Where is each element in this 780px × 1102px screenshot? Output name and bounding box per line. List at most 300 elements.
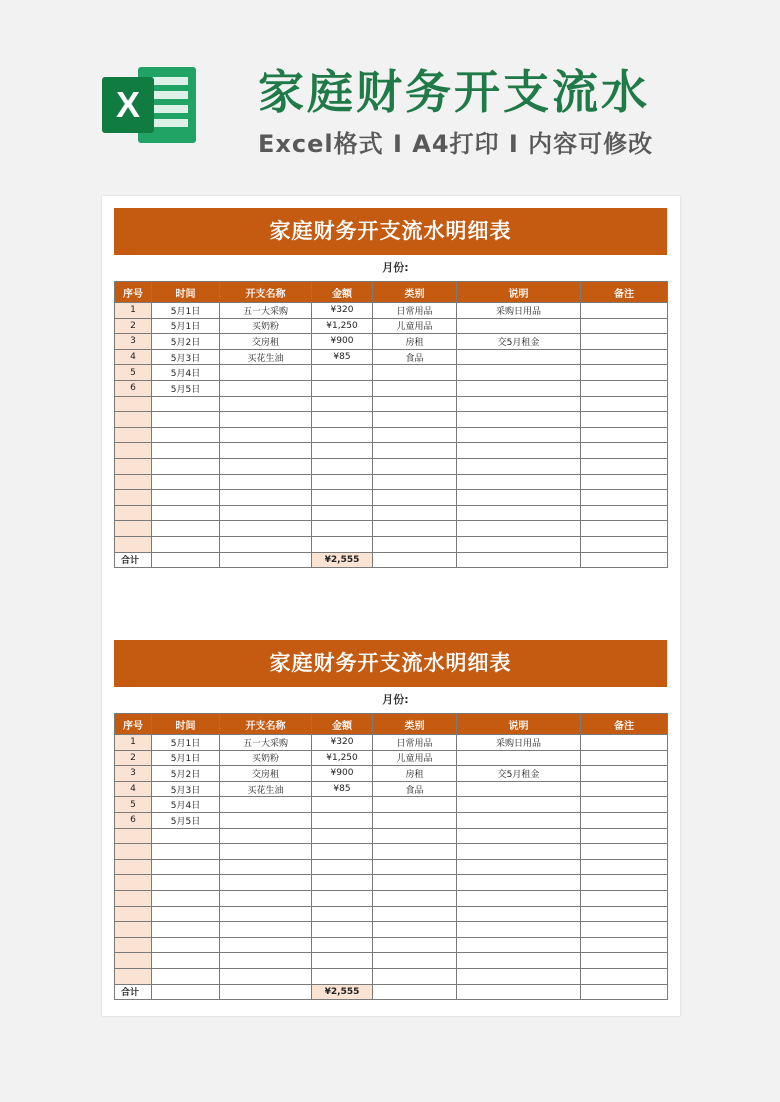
col-note-cell[interactable] xyxy=(457,797,581,813)
col-amount-cell[interactable] xyxy=(312,797,373,813)
col-item-cell[interactable] xyxy=(220,396,312,412)
col-amount-cell[interactable] xyxy=(312,443,373,459)
col-index-cell[interactable] xyxy=(115,458,152,474)
col-amount-cell[interactable] xyxy=(312,380,373,396)
col-remark-cell[interactable] xyxy=(581,750,668,766)
total-row xyxy=(115,552,668,568)
col-date-header: 时间 xyxy=(152,282,220,303)
col-date-cell[interactable] xyxy=(152,953,220,969)
col-date-cell[interactable] xyxy=(152,937,220,953)
col-note-header: 说明 xyxy=(457,282,581,303)
col-remark-header: 备注 xyxy=(581,714,668,735)
col-note-cell[interactable] xyxy=(457,953,581,969)
col-item-cell[interactable] xyxy=(220,474,312,490)
table-row xyxy=(115,968,668,984)
col-remark-cell[interactable] xyxy=(581,766,668,782)
col-category-cell[interactable]: 儿童用品 xyxy=(373,318,457,334)
col-note-cell[interactable] xyxy=(457,349,581,365)
excel-logo-icon xyxy=(100,55,200,155)
col-date-cell[interactable]: 5月1日 xyxy=(152,750,220,766)
col-item-cell[interactable] xyxy=(220,937,312,953)
sheet-title: 家庭财务开支流水明细表 xyxy=(114,640,667,687)
total-amount[interactable]: ¥2,555 xyxy=(312,984,373,1000)
col-item-cell[interactable] xyxy=(220,828,312,844)
table-row xyxy=(115,890,668,906)
col-item-cell[interactable]: 买花生油 xyxy=(220,781,312,797)
col-amount-cell[interactable] xyxy=(312,922,373,938)
col-index-cell[interactable]: 5 xyxy=(115,365,152,381)
col-remark-cell[interactable] xyxy=(581,474,668,490)
col-amount-cell[interactable] xyxy=(312,828,373,844)
col-item-cell[interactable] xyxy=(220,521,312,537)
col-date-cell[interactable]: 5月1日 xyxy=(152,318,220,334)
col-item-cell[interactable] xyxy=(220,906,312,922)
col-date-cell[interactable] xyxy=(152,859,220,875)
col-remark-cell[interactable] xyxy=(581,318,668,334)
col-item-header: 开支名称 xyxy=(220,282,312,303)
col-category-cell[interactable]: 房租 xyxy=(373,334,457,350)
col-remark-cell[interactable] xyxy=(581,890,668,906)
col-date-cell[interactable]: 5月3日 xyxy=(152,781,220,797)
total-row xyxy=(115,984,668,1000)
col-index-cell[interactable] xyxy=(115,937,152,953)
col-category-cell[interactable] xyxy=(373,552,457,568)
col-index-cell[interactable] xyxy=(115,521,152,537)
col-date-cell[interactable] xyxy=(152,968,220,984)
col-index-cell[interactable] xyxy=(115,490,152,506)
col-date-cell[interactable]: 5月4日 xyxy=(152,797,220,813)
month-label: 月份: xyxy=(382,261,409,274)
col-amount-cell[interactable] xyxy=(312,953,373,969)
table-row xyxy=(115,922,668,938)
col-remark-cell[interactable] xyxy=(581,735,668,751)
col-date-cell[interactable] xyxy=(152,474,220,490)
table-row xyxy=(115,828,668,844)
col-item-cell[interactable] xyxy=(220,412,312,428)
col-category-cell[interactable] xyxy=(373,859,457,875)
table-row xyxy=(115,750,668,766)
table-row xyxy=(115,797,668,813)
col-category-cell[interactable]: 房租 xyxy=(373,766,457,782)
col-amount-cell[interactable] xyxy=(312,505,373,521)
total-amount[interactable]: ¥2,555 xyxy=(312,552,373,568)
table-row xyxy=(115,380,668,396)
col-date-cell[interactable]: 5月3日 xyxy=(152,349,220,365)
col-index-cell[interactable]: 1 xyxy=(115,303,152,319)
col-item-cell[interactable] xyxy=(220,890,312,906)
col-amount-cell[interactable] xyxy=(312,890,373,906)
col-amount-header: 金额 xyxy=(312,282,373,303)
col-index-cell[interactable] xyxy=(115,968,152,984)
col-remark-cell[interactable] xyxy=(581,844,668,860)
col-category-cell[interactable]: 食品 xyxy=(373,349,457,365)
col-category-cell[interactable]: 食品 xyxy=(373,781,457,797)
col-remark-cell[interactable] xyxy=(581,937,668,953)
page-subtitle: Excel格式 I A4打印 I 内容可修改 xyxy=(258,130,654,158)
table-row xyxy=(115,521,668,537)
col-category-cell[interactable] xyxy=(373,968,457,984)
col-item-cell[interactable] xyxy=(220,505,312,521)
col-item-cell[interactable] xyxy=(220,427,312,443)
col-note-cell[interactable] xyxy=(457,890,581,906)
table-row xyxy=(115,536,668,552)
col-note-cell[interactable] xyxy=(457,412,581,428)
col-index-cell[interactable]: 3 xyxy=(115,766,152,782)
col-date-cell[interactable] xyxy=(152,443,220,459)
col-category-cell[interactable] xyxy=(373,984,457,1000)
col-index-cell[interactable]: 5 xyxy=(115,797,152,813)
table-row xyxy=(115,505,668,521)
col-category-cell[interactable] xyxy=(373,443,457,459)
col-remark-cell[interactable] xyxy=(581,536,668,552)
col-remark-cell[interactable] xyxy=(581,953,668,969)
col-amount-cell[interactable] xyxy=(312,521,373,537)
col-date-cell[interactable]: 5月2日 xyxy=(152,766,220,782)
col-remark-cell[interactable] xyxy=(581,443,668,459)
col-index-header: 序号 xyxy=(115,714,152,735)
col-amount-cell[interactable]: ¥85 xyxy=(312,781,373,797)
table-row xyxy=(115,735,668,751)
col-amount-cell[interactable] xyxy=(312,365,373,381)
col-item-cell[interactable]: 买奶粉 xyxy=(220,318,312,334)
table-row xyxy=(115,396,668,412)
table-row xyxy=(115,812,668,828)
col-remark-cell[interactable] xyxy=(581,812,668,828)
col-item-cell[interactable] xyxy=(220,922,312,938)
col-amount-header: 金额 xyxy=(312,714,373,735)
table-row xyxy=(115,875,668,891)
table-row xyxy=(115,490,668,506)
col-category-cell[interactable]: 日常用品 xyxy=(373,735,457,751)
col-item-cell[interactable] xyxy=(220,968,312,984)
table-row xyxy=(115,349,668,365)
col-remark-cell[interactable] xyxy=(581,984,668,1000)
col-remark-cell[interactable] xyxy=(581,968,668,984)
total-label[interactable]: 合计 xyxy=(115,984,152,1000)
table-row xyxy=(115,412,668,428)
col-item-cell[interactable] xyxy=(220,797,312,813)
col-date-cell[interactable] xyxy=(152,427,220,443)
col-note-cell[interactable] xyxy=(457,750,581,766)
col-index-cell[interactable] xyxy=(115,427,152,443)
col-index-cell[interactable] xyxy=(115,396,152,412)
col-item-cell[interactable]: 买花生油 xyxy=(220,349,312,365)
col-category-cell[interactable] xyxy=(373,396,457,412)
col-index-cell[interactable] xyxy=(115,443,152,459)
col-date-cell[interactable] xyxy=(152,890,220,906)
col-item-cell[interactable] xyxy=(220,953,312,969)
col-amount-cell[interactable]: ¥900 xyxy=(312,766,373,782)
col-remark-cell[interactable] xyxy=(581,380,668,396)
col-category-cell[interactable] xyxy=(373,937,457,953)
table-row xyxy=(115,937,668,953)
logo-letter: X xyxy=(115,84,141,125)
col-note-cell[interactable] xyxy=(457,427,581,443)
col-category-cell[interactable] xyxy=(373,828,457,844)
header-row xyxy=(115,282,668,303)
col-remark-cell[interactable] xyxy=(581,797,668,813)
col-date-cell[interactable] xyxy=(152,984,220,1000)
col-remark-cell[interactable] xyxy=(581,412,668,428)
col-category-cell[interactable] xyxy=(373,812,457,828)
col-category-cell[interactable] xyxy=(373,380,457,396)
col-note-cell[interactable] xyxy=(457,844,581,860)
col-note-cell[interactable] xyxy=(457,552,581,568)
col-date-cell[interactable] xyxy=(152,521,220,537)
col-index-cell[interactable] xyxy=(115,536,152,552)
col-note-cell[interactable] xyxy=(457,443,581,459)
col-index-cell[interactable] xyxy=(115,828,152,844)
ledger-table xyxy=(114,713,668,1000)
total-label[interactable]: 合计 xyxy=(115,552,152,568)
col-item-cell[interactable]: 买奶粉 xyxy=(220,750,312,766)
col-amount-cell[interactable] xyxy=(312,859,373,875)
col-date-cell[interactable] xyxy=(152,875,220,891)
col-remark-cell[interactable] xyxy=(581,427,668,443)
spreadsheet-page xyxy=(102,196,680,1016)
col-note-cell[interactable] xyxy=(457,828,581,844)
table-row xyxy=(115,443,668,459)
col-item-cell[interactable]: 交房租 xyxy=(220,766,312,782)
col-amount-cell[interactable]: ¥1,250 xyxy=(312,318,373,334)
ledger-block-1 xyxy=(114,208,667,568)
col-item-cell[interactable] xyxy=(220,458,312,474)
col-amount-cell[interactable] xyxy=(312,474,373,490)
col-note-cell[interactable] xyxy=(457,859,581,875)
col-amount-cell[interactable] xyxy=(312,875,373,891)
col-index-cell[interactable] xyxy=(115,906,152,922)
col-date-cell[interactable] xyxy=(152,536,220,552)
col-date-cell[interactable] xyxy=(152,458,220,474)
col-item-cell[interactable] xyxy=(220,844,312,860)
col-item-cell[interactable] xyxy=(220,552,312,568)
col-amount-cell[interactable] xyxy=(312,490,373,506)
col-category-cell[interactable]: 日常用品 xyxy=(373,303,457,319)
ledger-block-2 xyxy=(114,640,667,1000)
col-note-cell[interactable] xyxy=(457,490,581,506)
table-row xyxy=(115,458,668,474)
col-category-cell[interactable] xyxy=(373,427,457,443)
col-item-cell[interactable] xyxy=(220,365,312,381)
col-amount-cell[interactable]: ¥1,250 xyxy=(312,750,373,766)
col-item-cell[interactable] xyxy=(220,812,312,828)
col-date-cell[interactable] xyxy=(152,844,220,860)
col-date-cell[interactable] xyxy=(152,490,220,506)
col-item-cell[interactable] xyxy=(220,984,312,1000)
col-note-cell[interactable] xyxy=(457,536,581,552)
col-date-cell[interactable]: 5月1日 xyxy=(152,303,220,319)
col-note-cell[interactable] xyxy=(457,937,581,953)
col-category-cell[interactable] xyxy=(373,412,457,428)
table-row xyxy=(115,427,668,443)
col-index-cell[interactable] xyxy=(115,505,152,521)
col-amount-cell[interactable] xyxy=(312,906,373,922)
col-date-cell[interactable] xyxy=(152,396,220,412)
col-index-cell[interactable]: 4 xyxy=(115,349,152,365)
col-index-cell[interactable] xyxy=(115,844,152,860)
col-category-cell[interactable] xyxy=(373,906,457,922)
col-note-cell[interactable] xyxy=(457,922,581,938)
table-row xyxy=(115,859,668,875)
col-amount-cell[interactable]: ¥85 xyxy=(312,349,373,365)
col-remark-cell[interactable] xyxy=(581,303,668,319)
col-note-cell[interactable] xyxy=(457,781,581,797)
col-date-cell[interactable] xyxy=(152,828,220,844)
col-index-cell[interactable]: 6 xyxy=(115,380,152,396)
col-note-cell[interactable]: 交5月租金 xyxy=(457,334,581,350)
col-category-cell[interactable] xyxy=(373,536,457,552)
col-note-cell[interactable]: 交5月租金 xyxy=(457,766,581,782)
col-note-cell[interactable] xyxy=(457,505,581,521)
col-remark-cell[interactable] xyxy=(581,458,668,474)
col-index-cell[interactable]: 3 xyxy=(115,334,152,350)
col-index-cell[interactable] xyxy=(115,890,152,906)
col-remark-cell[interactable] xyxy=(581,875,668,891)
col-category-cell[interactable] xyxy=(373,844,457,860)
col-date-cell[interactable] xyxy=(152,552,220,568)
col-category-header: 类别 xyxy=(373,282,457,303)
col-remark-cell[interactable] xyxy=(581,334,668,350)
col-note-header: 说明 xyxy=(457,714,581,735)
col-remark-cell[interactable] xyxy=(581,521,668,537)
col-index-cell[interactable]: 4 xyxy=(115,781,152,797)
col-note-cell[interactable] xyxy=(457,396,581,412)
col-category-header: 类别 xyxy=(373,714,457,735)
col-category-cell[interactable] xyxy=(373,953,457,969)
col-category-cell[interactable] xyxy=(373,505,457,521)
table-row xyxy=(115,303,668,319)
col-amount-cell[interactable] xyxy=(312,536,373,552)
col-amount-cell[interactable] xyxy=(312,427,373,443)
col-note-cell[interactable] xyxy=(457,906,581,922)
col-category-cell[interactable] xyxy=(373,458,457,474)
sheet-title: 家庭财务开支流水明细表 xyxy=(114,208,667,255)
col-note-cell[interactable] xyxy=(457,521,581,537)
col-note-cell[interactable] xyxy=(457,318,581,334)
col-remark-cell[interactable] xyxy=(581,396,668,412)
ledger-table xyxy=(114,281,668,568)
col-remark-header: 备注 xyxy=(581,282,668,303)
month-label: 月份: xyxy=(382,693,409,706)
col-item-cell[interactable] xyxy=(220,443,312,459)
col-remark-cell[interactable] xyxy=(581,365,668,381)
col-date-cell[interactable]: 5月1日 xyxy=(152,735,220,751)
page-title: 家庭财务开支流水 xyxy=(258,65,650,119)
col-remark-cell[interactable] xyxy=(581,490,668,506)
col-item-cell[interactable] xyxy=(220,536,312,552)
col-note-cell[interactable] xyxy=(457,812,581,828)
col-date-cell[interactable] xyxy=(152,412,220,428)
col-item-cell[interactable]: 五一大采购 xyxy=(220,303,312,319)
col-index-cell[interactable] xyxy=(115,953,152,969)
col-item-cell[interactable] xyxy=(220,859,312,875)
table-row xyxy=(115,365,668,381)
col-item-cell[interactable]: 交房租 xyxy=(220,334,312,350)
col-category-cell[interactable] xyxy=(373,797,457,813)
col-amount-cell[interactable]: ¥320 xyxy=(312,735,373,751)
header-row xyxy=(115,714,668,735)
col-date-cell[interactable] xyxy=(152,922,220,938)
col-category-cell[interactable]: 儿童用品 xyxy=(373,750,457,766)
col-item-cell[interactable] xyxy=(220,875,312,891)
col-amount-cell[interactable] xyxy=(312,844,373,860)
page-header xyxy=(0,0,780,190)
col-category-cell[interactable] xyxy=(373,490,457,506)
col-category-cell[interactable] xyxy=(373,890,457,906)
col-index-cell[interactable] xyxy=(115,859,152,875)
col-amount-cell[interactable] xyxy=(312,458,373,474)
col-category-cell[interactable] xyxy=(373,875,457,891)
col-item-cell[interactable] xyxy=(220,490,312,506)
col-remark-cell[interactable] xyxy=(581,859,668,875)
col-date-cell[interactable] xyxy=(152,505,220,521)
table-row xyxy=(115,844,668,860)
col-note-cell[interactable] xyxy=(457,968,581,984)
table-row xyxy=(115,474,668,490)
col-item-cell[interactable] xyxy=(220,380,312,396)
col-amount-cell[interactable] xyxy=(312,396,373,412)
col-item-cell[interactable]: 五一大采购 xyxy=(220,735,312,751)
col-remark-cell[interactable] xyxy=(581,349,668,365)
col-category-cell[interactable] xyxy=(373,365,457,381)
col-date-cell[interactable]: 5月2日 xyxy=(152,334,220,350)
table-row xyxy=(115,953,668,969)
col-amount-cell[interactable] xyxy=(312,812,373,828)
col-category-cell[interactable] xyxy=(373,474,457,490)
col-index-cell[interactable] xyxy=(115,412,152,428)
col-index-header: 序号 xyxy=(115,282,152,303)
col-amount-cell[interactable] xyxy=(312,412,373,428)
col-amount-cell[interactable] xyxy=(312,968,373,984)
col-note-cell[interactable] xyxy=(457,875,581,891)
table-row xyxy=(115,318,668,334)
col-date-cell[interactable]: 5月5日 xyxy=(152,380,220,396)
col-index-cell[interactable]: 2 xyxy=(115,750,152,766)
col-note-cell[interactable] xyxy=(457,365,581,381)
col-amount-cell[interactable]: ¥320 xyxy=(312,303,373,319)
col-remark-cell[interactable] xyxy=(581,828,668,844)
col-remark-cell[interactable] xyxy=(581,505,668,521)
col-amount-cell[interactable] xyxy=(312,937,373,953)
col-index-cell[interactable]: 2 xyxy=(115,318,152,334)
col-remark-cell[interactable] xyxy=(581,906,668,922)
col-remark-cell[interactable] xyxy=(581,922,668,938)
col-index-cell[interactable]: 6 xyxy=(115,812,152,828)
col-item-header: 开支名称 xyxy=(220,714,312,735)
col-remark-cell[interactable] xyxy=(581,552,668,568)
col-note-cell[interactable] xyxy=(457,984,581,1000)
col-note-cell[interactable] xyxy=(457,458,581,474)
col-note-cell[interactable]: 采购日用品 xyxy=(457,303,581,319)
col-category-cell[interactable] xyxy=(373,521,457,537)
col-date-cell[interactable] xyxy=(152,906,220,922)
col-note-cell[interactable] xyxy=(457,474,581,490)
col-index-cell[interactable]: 1 xyxy=(115,735,152,751)
col-date-cell[interactable]: 5月4日 xyxy=(152,365,220,381)
col-date-cell[interactable]: 5月5日 xyxy=(152,812,220,828)
col-note-cell[interactable]: 采购日用品 xyxy=(457,735,581,751)
col-index-cell[interactable] xyxy=(115,922,152,938)
col-amount-cell[interactable]: ¥900 xyxy=(312,334,373,350)
col-category-cell[interactable] xyxy=(373,922,457,938)
col-index-cell[interactable] xyxy=(115,474,152,490)
col-note-cell[interactable] xyxy=(457,380,581,396)
col-index-cell[interactable] xyxy=(115,875,152,891)
col-remark-cell[interactable] xyxy=(581,781,668,797)
table-row xyxy=(115,781,668,797)
table-row xyxy=(115,906,668,922)
table-row xyxy=(115,334,668,350)
